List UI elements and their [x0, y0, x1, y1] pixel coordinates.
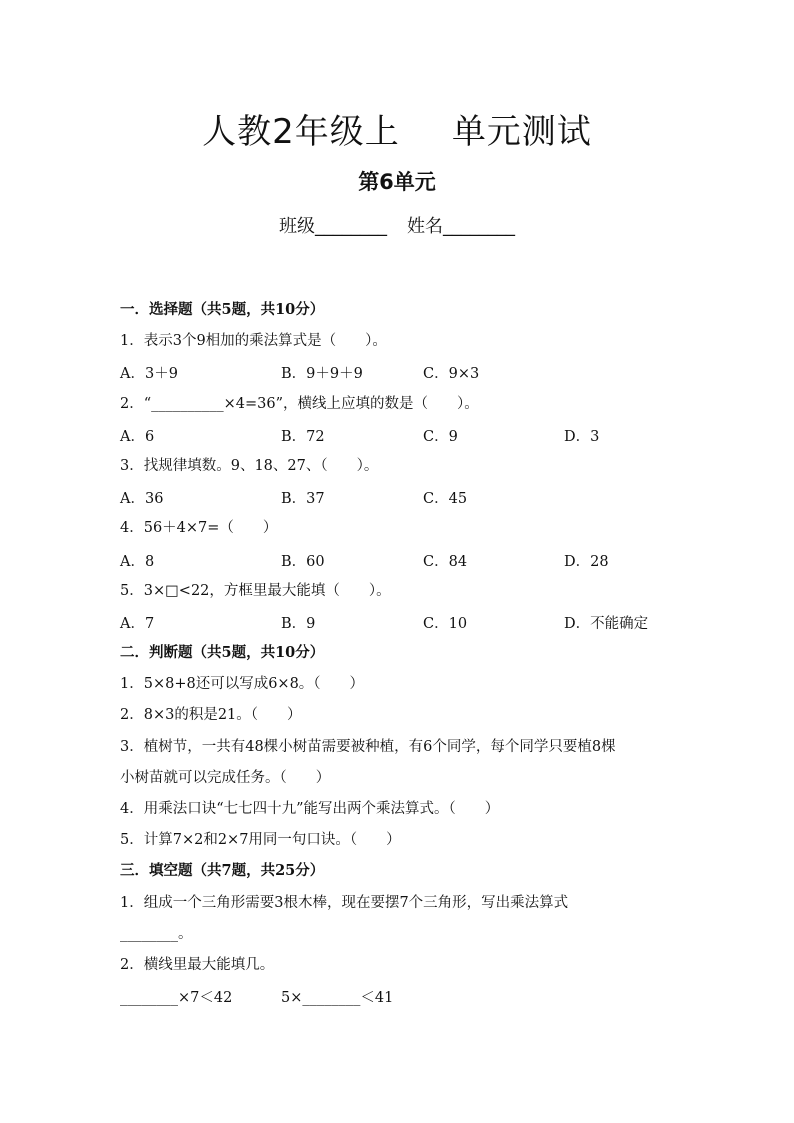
section-choice-heading: 一．选择题（共5题，共10分）: [120, 301, 325, 318]
choice-question-5: 5．3×□<22，方框里最大能填（ ）。: [120, 583, 391, 599]
title-left: 人教2年级上: [202, 112, 400, 152]
page-title: [0, 104, 794, 153]
choice-5-option-a[interactable]: A．7: [120, 616, 155, 632]
choice-5-option-b[interactable]: B．9: [281, 616, 316, 632]
fill-question-2-part-b[interactable]: 5×________＜41: [281, 990, 394, 1006]
choice-2-option-a[interactable]: A．6: [120, 429, 155, 445]
choice-4-option-b[interactable]: B．60: [281, 554, 325, 570]
student-info: [0, 212, 794, 238]
choice-4-option-d[interactable]: D．28: [564, 554, 609, 570]
choice-question-4: 4．56＋4×7=（ ）: [120, 520, 278, 536]
choice-1-option-b[interactable]: B．9＋9＋9: [281, 366, 363, 382]
choice-2-option-c[interactable]: C．9: [423, 429, 458, 445]
judge-question-1: 1．5×8+8还可以写成6×8。（ ）: [120, 676, 365, 692]
unit-subtitle: 第6单元: [358, 170, 436, 194]
choice-5-option-c[interactable]: C．10: [423, 616, 468, 632]
choice-5-option-d[interactable]: D．不能确定: [564, 616, 649, 632]
judge-question-4: 4．用乘法口诀“七七四十九”能写出两个乘法算式。（ ）: [120, 801, 500, 817]
fill-question-2-part-a[interactable]: ________×7＜42: [120, 990, 233, 1006]
section-judge-heading: 二．判断题（共5题，共10分）: [120, 644, 325, 661]
fill-question-2: 2．横线里最大能填几。: [120, 957, 275, 973]
choice-3-option-a[interactable]: A．36: [120, 491, 164, 507]
section-fill-heading: 三．填空题（共7题，共25分）: [120, 862, 325, 879]
name-field[interactable]: 姓名________: [407, 216, 515, 237]
title-right: 单元测试: [451, 112, 592, 152]
fill-question-1-line-2[interactable]: ________。: [120, 926, 193, 942]
choice-1-option-a[interactable]: A．3＋9: [120, 366, 178, 382]
judge-question-5: 5．计算7×2和2×7用同一句口诀。（ ）: [120, 832, 401, 848]
fill-question-1-line-1: 1．组成一个三角形需要3根木棒，现在要摆7个三角形，写出乘法算式: [120, 895, 569, 911]
choice-2-option-b[interactable]: B．72: [281, 429, 325, 445]
choice-2-option-d[interactable]: D．3: [564, 429, 600, 445]
judge-question-2: 2．8×3的积是21。（ ）: [120, 707, 302, 723]
class-field[interactable]: 班级________: [279, 216, 387, 237]
choice-1-option-c[interactable]: C．9×3: [423, 366, 480, 382]
choice-question-3: 3．找规律填数。9、18、27、（ ）。: [120, 458, 379, 474]
choice-question-2: 2．“__________×4=36”，横线上应填的数是（ ）。: [120, 396, 479, 412]
judge-question-3-line-1: 3．植树节，一共有48棵小树苗需要被种植，有6个同学，每个同学只要植8棵: [120, 739, 616, 755]
choice-4-option-a[interactable]: A．8: [120, 554, 155, 570]
choice-question-1: 1．表示3个9相加的乘法算式是（ ）。: [120, 333, 387, 349]
judge-question-3-line-2: 小树苗就可以完成任务。（ ）: [120, 770, 331, 786]
choice-4-option-c[interactable]: C．84: [423, 554, 468, 570]
choice-3-option-c[interactable]: C．45: [423, 491, 468, 507]
choice-3-option-b[interactable]: B．37: [281, 491, 325, 507]
